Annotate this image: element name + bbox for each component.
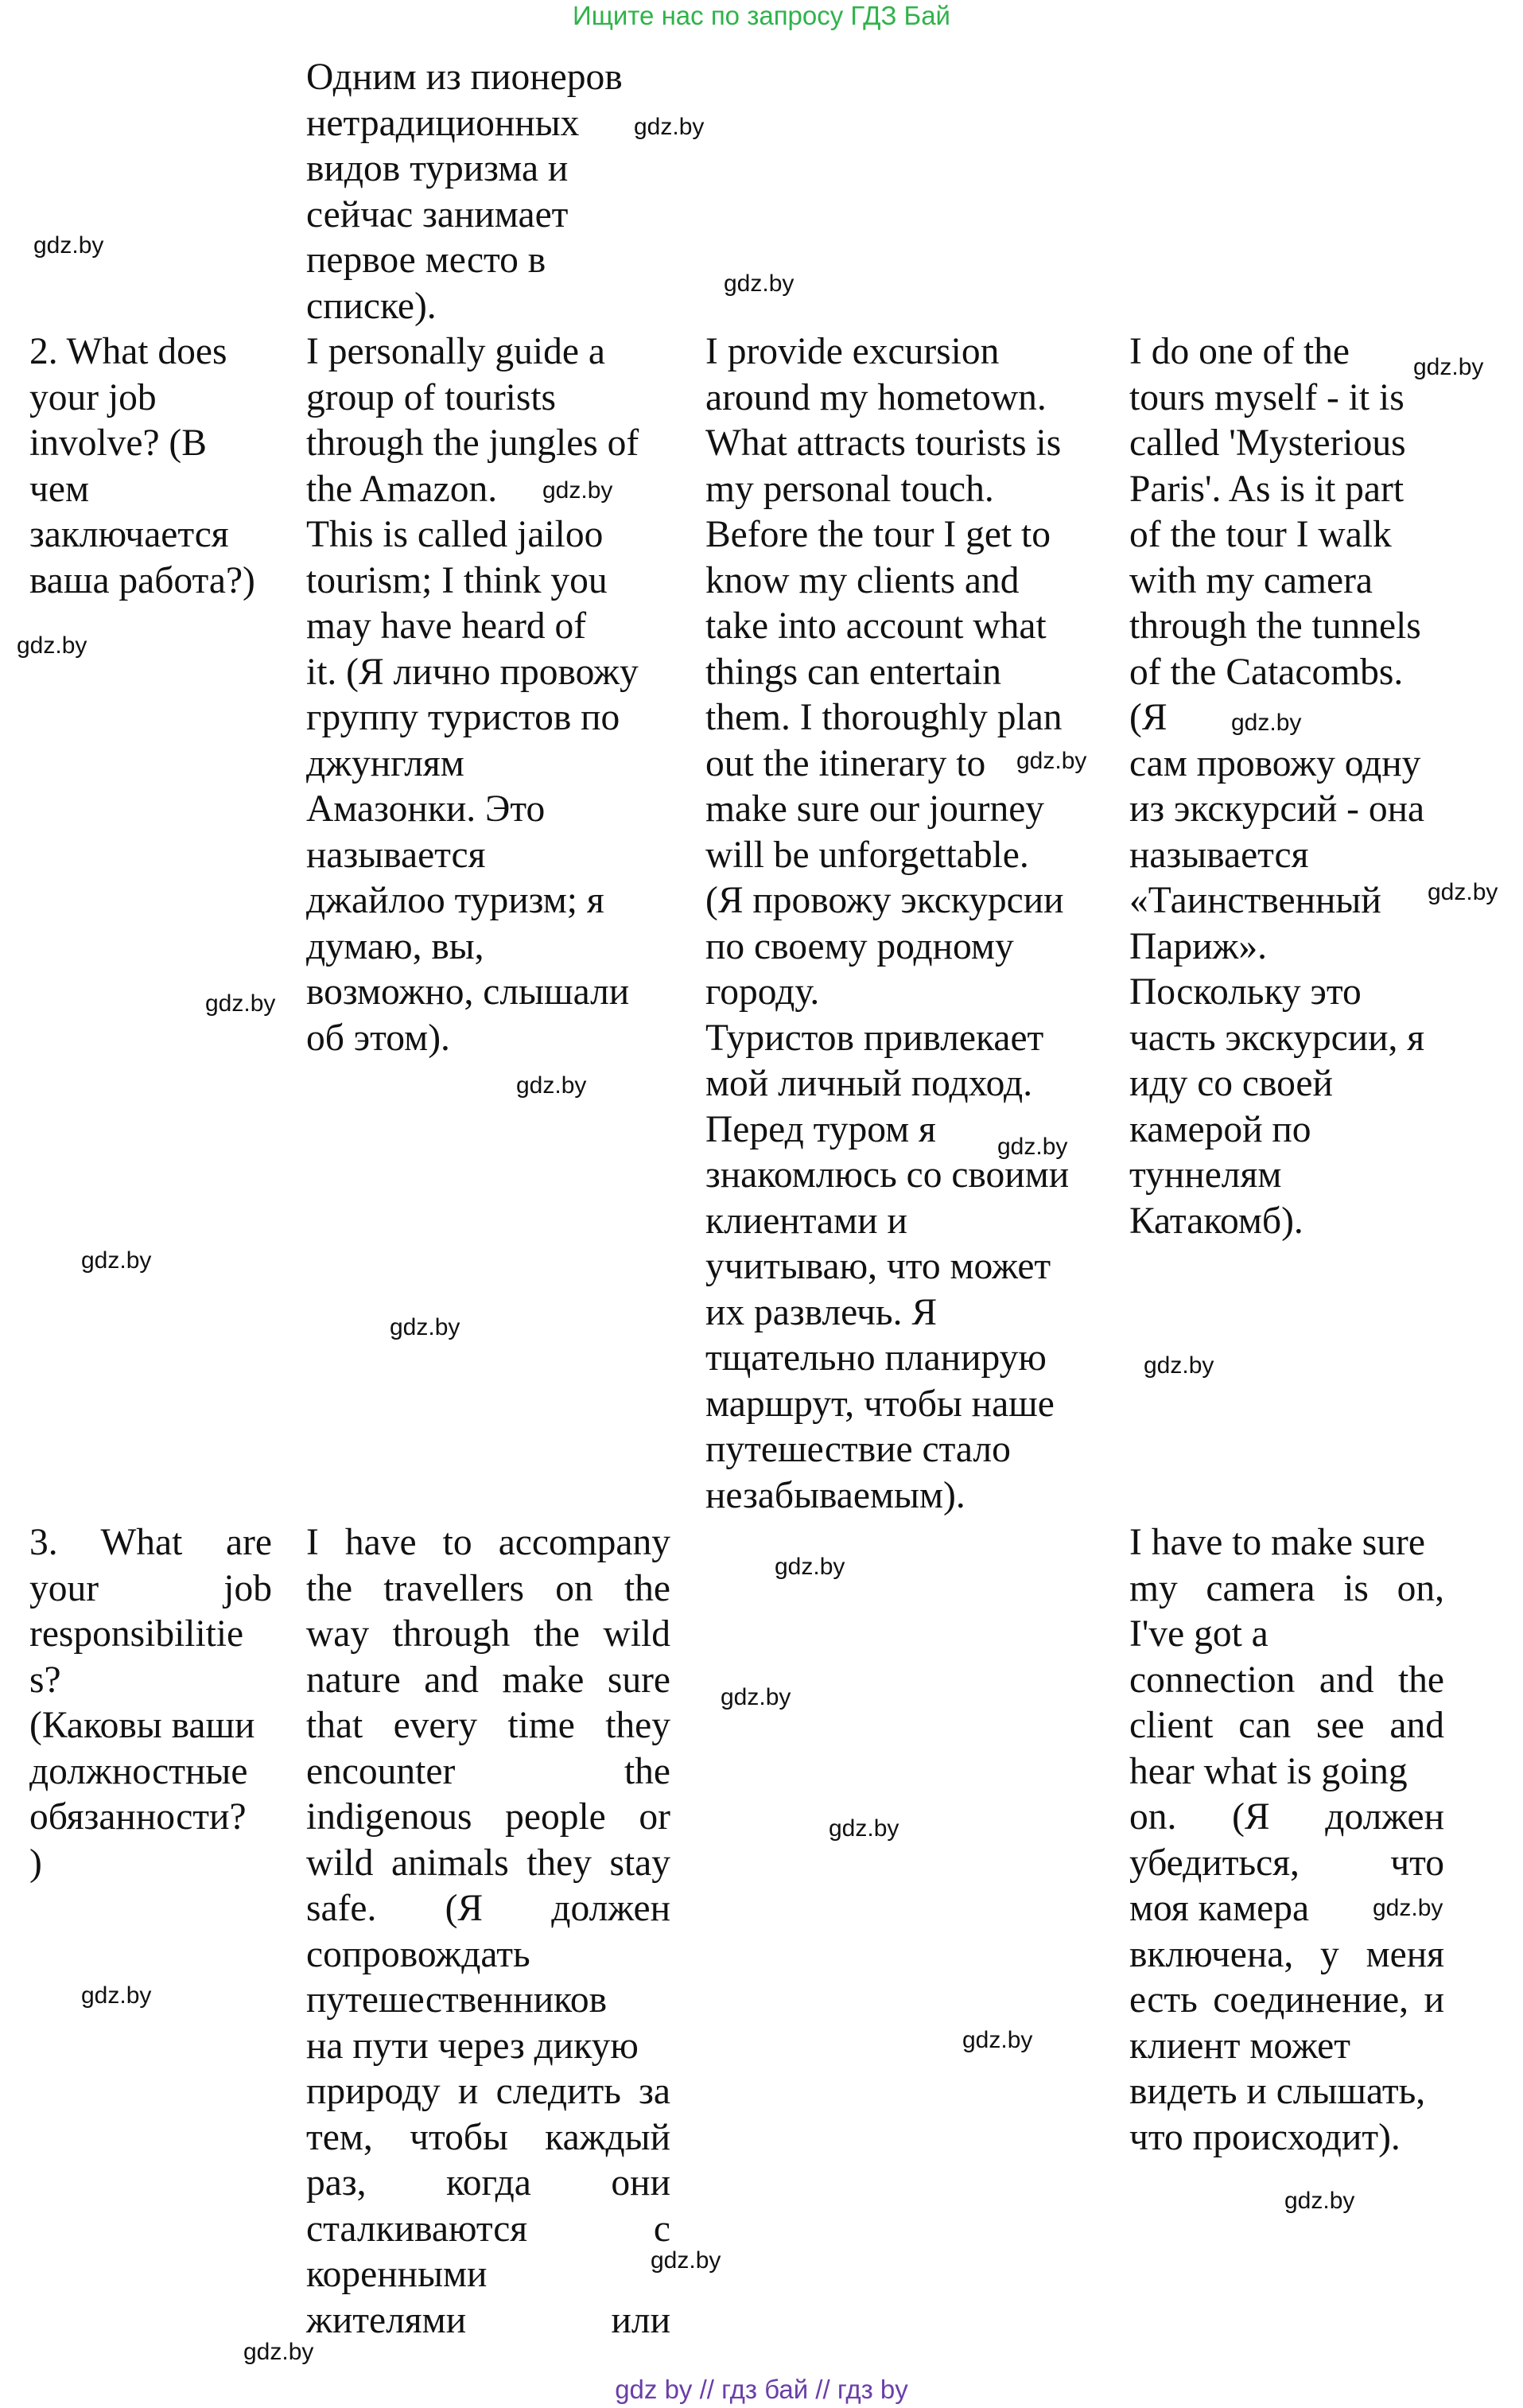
text-line: make sure our journey [705, 788, 1045, 830]
text-line: This is called jailoo [306, 514, 604, 555]
text-line: включена, у меня [1129, 1933, 1444, 1975]
text-line: коренными [306, 2254, 488, 2295]
row2-question [29, 329, 292, 604]
watermark: gdz.by [775, 1554, 845, 1580]
text-line: Париж». [1129, 925, 1267, 967]
text-line: around my hometown. [705, 376, 1047, 418]
text-line: жителями или [306, 2299, 670, 2341]
text-line: safe. (Я должен [306, 1888, 670, 1929]
text-line: мой личный подход. [705, 1063, 1033, 1104]
text-line: Туристов привлекает [705, 1017, 1044, 1059]
text-line: (Я провожу экскурсии [705, 880, 1064, 921]
text-line: client can see and [1129, 1705, 1444, 1746]
text-line: из экскурсий - она [1129, 788, 1425, 830]
text-line: клиент может [1129, 2025, 1350, 2067]
text-line: connection and the [1129, 1659, 1444, 1701]
text-line: with my camera [1129, 559, 1373, 601]
text-line: What attracts tourists is [705, 422, 1062, 464]
text-line: называется [306, 834, 486, 876]
watermark: gdz.by [390, 1314, 460, 1340]
row1-col1 [306, 55, 680, 329]
text-line: незабываемым). [705, 1474, 965, 1516]
text-line: may have heard of [306, 605, 587, 647]
text-line: «Таинственный [1129, 880, 1381, 921]
text-line: заключается [29, 514, 229, 555]
text-line: responsibilitie [29, 1613, 244, 1655]
text-line: чем [29, 468, 90, 510]
watermark: gdz.by [17, 632, 87, 659]
text-line: учитываю, что может [705, 1246, 1051, 1287]
text-line: (Каковы ваши [29, 1705, 255, 1746]
text-line: раз, когда они [306, 2162, 670, 2204]
text-line: первое место в [306, 239, 546, 281]
watermark: gdz.by [516, 1072, 587, 1099]
text-line: called 'Mysterious [1129, 422, 1406, 464]
text-line: know my clients and [705, 559, 1020, 601]
watermark: gdz.by [1428, 879, 1498, 905]
text-line: my personal touch. [705, 468, 994, 510]
text-line: об этом). [306, 1017, 450, 1059]
footer: gdz by // гдз бай // гдз by [615, 2375, 908, 2404]
text-line: клиентами и [705, 1200, 907, 1242]
watermark: gdz.by [243, 2339, 314, 2365]
text-line: по своему родному [705, 925, 1014, 967]
watermark: gdz.by [962, 2027, 1033, 2053]
text-line: I've got a [1129, 1613, 1269, 1655]
text-line: on. (Я должен [1129, 1796, 1444, 1838]
watermark: gdz.by [651, 2247, 721, 2274]
text-line: думаю, вы, [306, 925, 484, 967]
text-line: Paris'. As is it part [1129, 468, 1405, 510]
watermark: gdz.by [1373, 1895, 1443, 1921]
watermark: gdz.by [1413, 354, 1484, 380]
text-line: way through the wild [306, 1613, 670, 1655]
text-line: take into account what [705, 605, 1047, 647]
text-line: Катакомб). [1129, 1200, 1303, 1242]
text-line: I have to make sure [1129, 1522, 1425, 1563]
text-line: туннелям [1129, 1154, 1282, 1196]
watermark: gdz.by [33, 232, 104, 259]
text-line: их развлечь. Я [705, 1291, 938, 1333]
text-line: through the tunnels [1129, 605, 1421, 647]
text-line: I do one of the [1129, 331, 1350, 372]
watermark: gdz.by [542, 477, 613, 504]
text-line: природу и следить за [306, 2071, 670, 2112]
text-line: 3. What are [29, 1522, 272, 1563]
text-line: нетрадиционных [306, 102, 580, 144]
text-line: wild animals they stay [306, 1842, 670, 1884]
text-line: путешествие стало [705, 1429, 1011, 1470]
text-line: на пути через дикую [306, 2025, 639, 2067]
text-line: видеть и слышать, [1129, 2071, 1426, 2112]
text-line: group of tourists [306, 376, 557, 418]
text-line: s? [29, 1659, 61, 1701]
text-line: of the Catacombs. [1129, 651, 1404, 693]
text-line: возможно, слышали [306, 971, 630, 1013]
watermark: gdz.by [1144, 1352, 1214, 1379]
text-line: your job [29, 1567, 272, 1609]
text-line: моя камера [1129, 1888, 1310, 1929]
text-line: Before the tour I get to [705, 514, 1051, 555]
text-line: Амазонки. Это [306, 788, 546, 830]
text-line: (Я [1129, 697, 1168, 738]
text-line: сейчас занимает [306, 193, 569, 235]
text-line: джунглям [306, 742, 464, 784]
text-line: it. (Я лично провожу [306, 651, 639, 693]
text-line: I provide excursion [705, 331, 1000, 372]
text-line: my camera is on, [1129, 1567, 1444, 1609]
watermark: gdz.by [1231, 710, 1302, 736]
watermark: gdz.by [829, 1815, 899, 1842]
watermark: gdz.by [721, 1684, 791, 1710]
text-line: тем, чтобы каждый [306, 2116, 670, 2158]
text-line: иду со своей [1129, 1063, 1333, 1104]
row2-col3 [1129, 329, 1447, 1244]
text-line: your job [29, 376, 157, 418]
text-line: I have to accompany [306, 1522, 670, 1563]
text-line: ) [29, 1842, 42, 1884]
text-line: Перед туром я [705, 1108, 936, 1150]
text-line: tourism; I think you [306, 559, 608, 601]
text-line: сам провожу одну [1129, 742, 1421, 784]
text-line: Поскольку это [1129, 971, 1362, 1013]
watermark: gdz.by [634, 114, 705, 140]
watermark: gdz.by [997, 1134, 1068, 1160]
watermark: gdz.by [81, 1247, 152, 1274]
text-line: encounter the [306, 1750, 670, 1792]
text-line: will be unforgettable. [705, 834, 1029, 876]
text-line: things can entertain [705, 651, 1001, 693]
text-line: убедиться, что [1129, 1842, 1444, 1884]
text-line: должностные [29, 1750, 248, 1792]
text-line: involve? (В [29, 422, 207, 464]
text-line: of the tour I walk [1129, 514, 1392, 555]
text-line: nature and make sure [306, 1659, 670, 1701]
text-line: 2. What does [29, 331, 227, 372]
text-line: видов туризма и [306, 148, 569, 189]
text-line: группу туристов по [306, 697, 620, 738]
text-line: списке). [306, 285, 437, 327]
watermark: gdz.by [724, 270, 795, 297]
text-line: ваша работа?) [29, 559, 255, 601]
text-line: the travellers on the [306, 1567, 670, 1609]
row2-col2 [705, 329, 1103, 1519]
text-line: tours myself - it is [1129, 376, 1405, 418]
text-line: знакомлюсь со своими [705, 1154, 1070, 1196]
text-line: часть экскурсии, я [1129, 1017, 1425, 1059]
row3-col1 [306, 1520, 670, 2344]
text-line: джайлоо туризм; я [306, 880, 604, 921]
text-line: the Amazon. [306, 468, 498, 510]
text-line: out the itinerary to [705, 742, 986, 784]
text-line: сталкиваются с [306, 2208, 670, 2250]
text-line: камерой по [1129, 1108, 1311, 1150]
text-line: indigenous people or [306, 1796, 670, 1838]
text-line: hear what is going [1129, 1750, 1408, 1792]
text-line: сопровождать [306, 1933, 530, 1975]
row3-question [29, 1520, 272, 1886]
text-line: путешественников [306, 1979, 608, 2021]
text-line: городу. [705, 971, 820, 1013]
text-line: them. I thoroughly plan [705, 697, 1063, 738]
text-line: обязанности? [29, 1796, 247, 1838]
watermark: gdz.by [205, 990, 276, 1017]
text-line: I personally guide a [306, 331, 605, 372]
text-line: называется [1129, 834, 1309, 876]
row2-col1 [306, 329, 680, 1061]
watermark: gdz.by [81, 1982, 152, 2009]
row3-col3 [1129, 1520, 1444, 2161]
text-line: маршрут, чтобы наше [705, 1383, 1055, 1425]
text-line: that every time they [306, 1705, 670, 1746]
text-line: есть соединение, и [1129, 1979, 1444, 2021]
watermark: gdz.by [1284, 2188, 1355, 2214]
text-line: through the jungles of [306, 422, 639, 464]
text-line: Одним из пионеров [306, 56, 623, 98]
text-line: что происходит). [1129, 2116, 1401, 2158]
text-line: тщательно планирую [705, 1337, 1047, 1379]
banner: Ищите нас по запросу ГДЗ Бай [573, 1, 950, 30]
watermark: gdz.by [1016, 748, 1087, 774]
